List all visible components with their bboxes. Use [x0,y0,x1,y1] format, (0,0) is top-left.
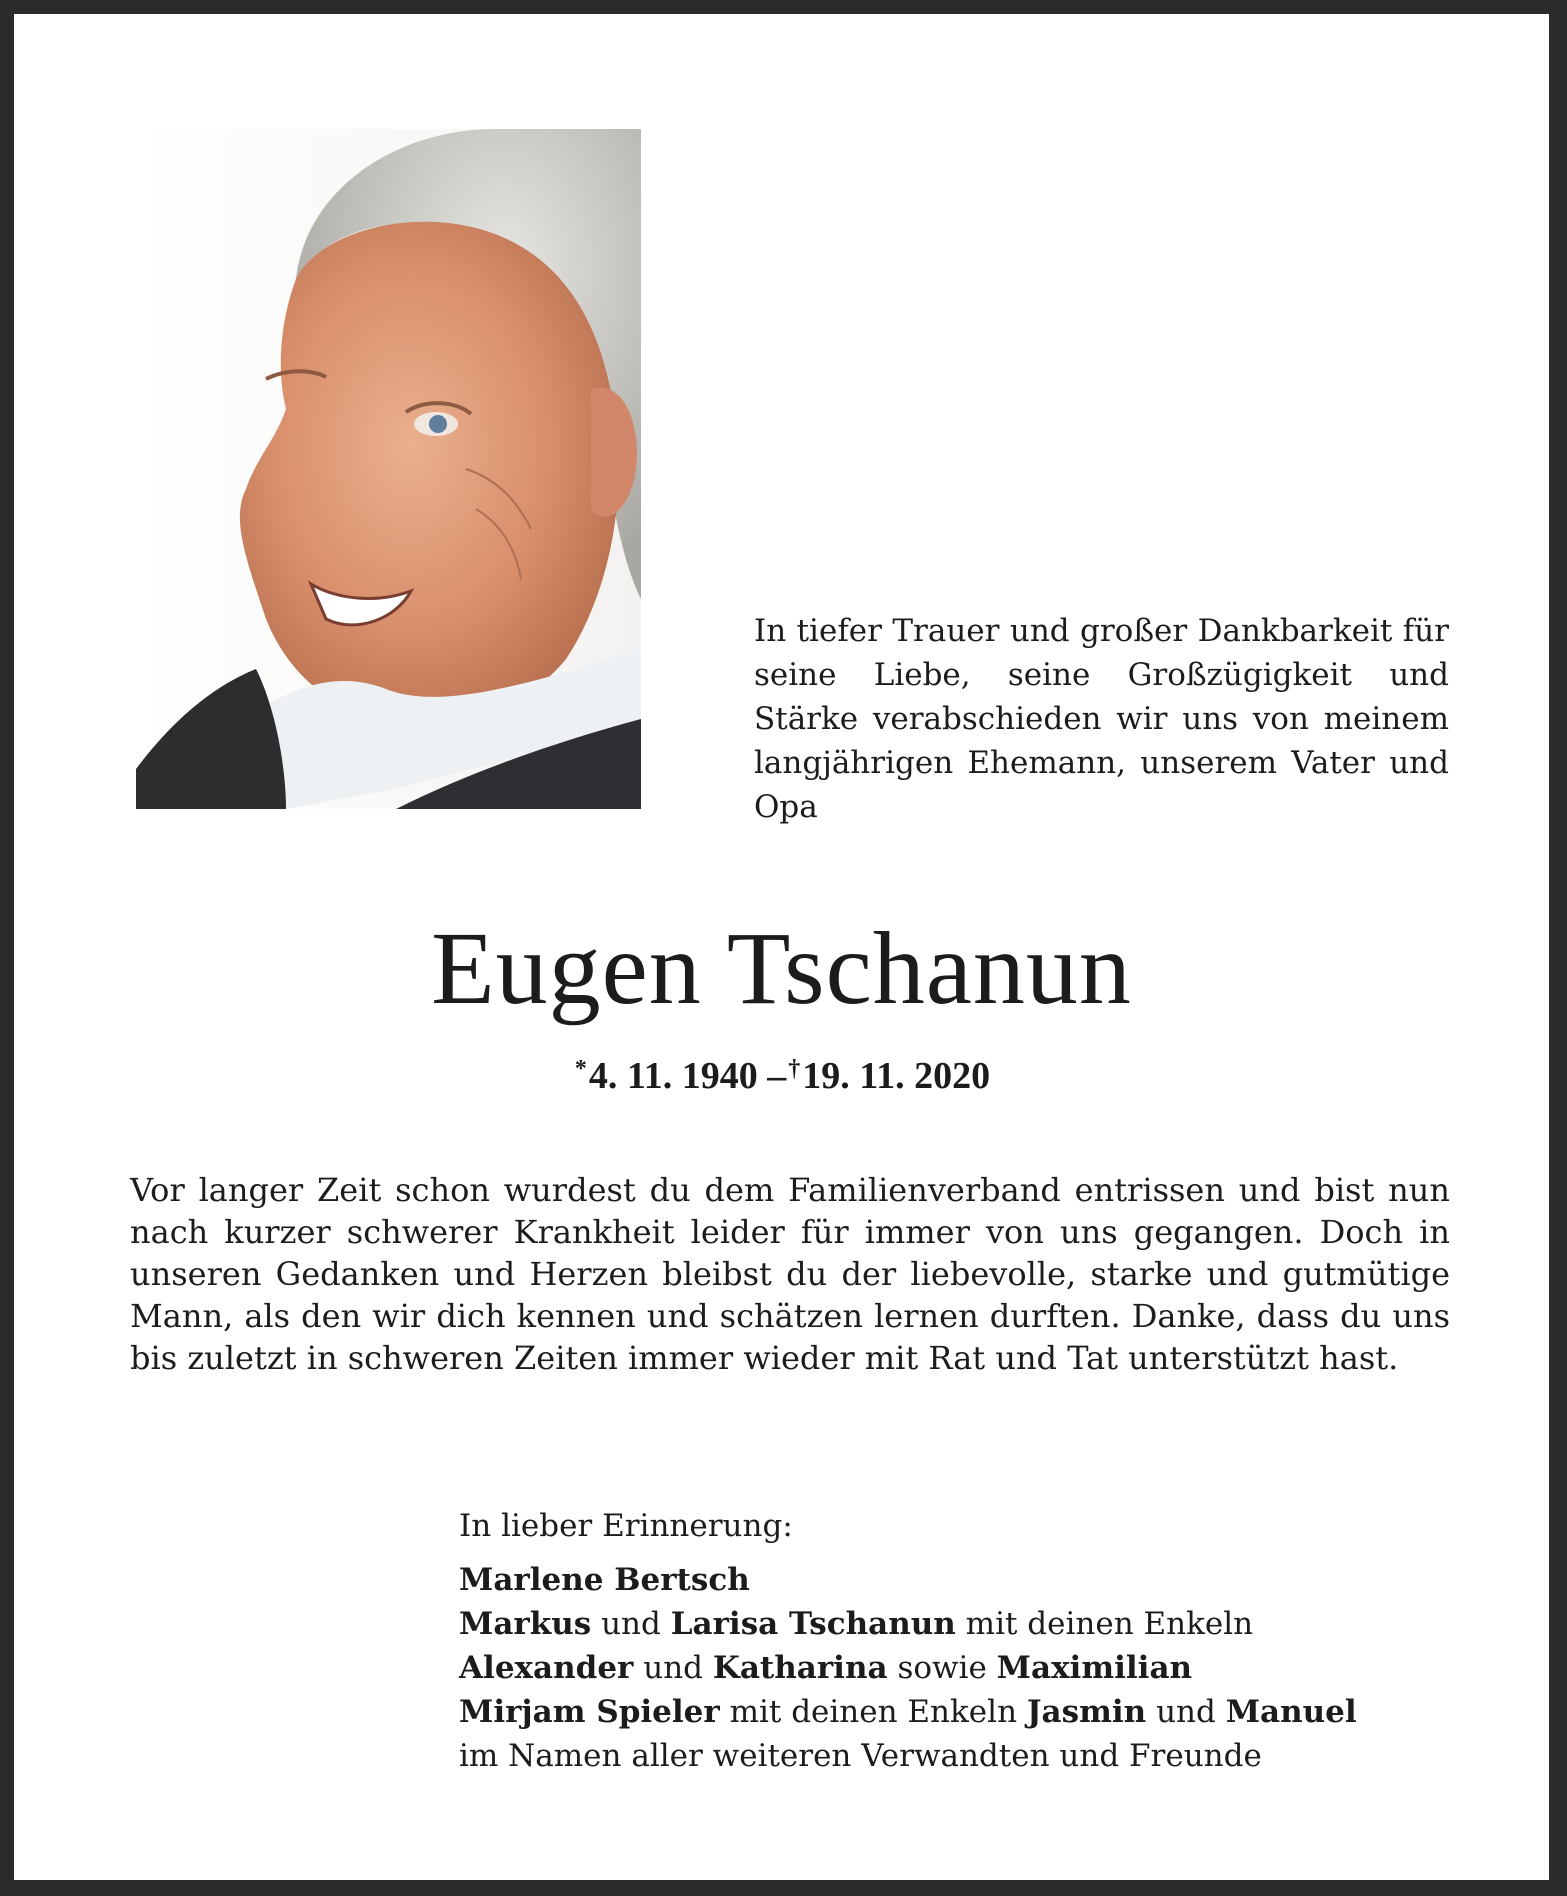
connector-text: und [591,1606,671,1642]
deceased-name: Eugen Tschanun [431,911,1132,1026]
life-dates [14,1044,1549,1101]
connector-text: sowie [887,1650,997,1686]
mourner-name: Jasmin [1026,1694,1147,1730]
portrait-photo [136,129,641,809]
obituary-card [14,14,1549,1880]
birth-date: 4. 11. 1940 [588,1055,758,1097]
mourner-line [459,1646,1469,1690]
tribute-text: Vor langer Zeit schon wurdest du dem Familienverband entrissen und bist nun nach kurzer schwerer Krankheit leider für immer von uns gegangen. Doch in unseren Gedanken und Herzen bleibst du der liebevolle, starke und gutmütige Mann, als den wir dich kennen und schätzen lernen durften. Danke, dass du uns bis zuletzt in schweren Zeiten immer wieder mit Rat und Tat unterstützt hast. [130,1171,1450,1377]
death-symbol: † [788,1056,801,1082]
mourner-name: Maximilian [996,1650,1193,1686]
mourner-name: Alexander [459,1650,634,1686]
date-separator: – [767,1055,787,1097]
mourner-name: Markus [459,1606,592,1642]
connector-text: und [1146,1694,1226,1730]
mourner-name: Katharina [712,1650,888,1686]
mourner-line [459,1558,1469,1602]
intro-text: In tiefer Trauer und großer Dankbarkeit für seine Liebe, seine Großzügigkeit und Stärke verabschieden wir uns von meinem langjährigen Ehemann, unserem Vater und Opa [754,613,1449,825]
connector-text: mit deinen Enkeln [719,1694,1027,1730]
mourner-name: Larisa Tschanun [670,1606,956,1642]
mourner-line [459,1690,1469,1734]
connector-text: mit deinen Enkeln [955,1606,1254,1642]
connector-text: und [633,1650,713,1686]
mourner-name: Marlene Bertsch [459,1562,750,1598]
portrait-image [136,129,641,809]
mourner-closing: im Namen aller weiteren Verwandten und Freunde [459,1738,1262,1774]
memory-block [459,1504,1469,1778]
memory-label: In lieber Erinnerung: [459,1508,793,1544]
birth-symbol: * [574,1056,587,1082]
mourner-name: Manuel [1225,1694,1357,1730]
death-date: 19. 11. 2020 [802,1055,991,1097]
mourner-name: Mirjam Spieler [459,1694,720,1730]
mourner-line [459,1602,1469,1646]
